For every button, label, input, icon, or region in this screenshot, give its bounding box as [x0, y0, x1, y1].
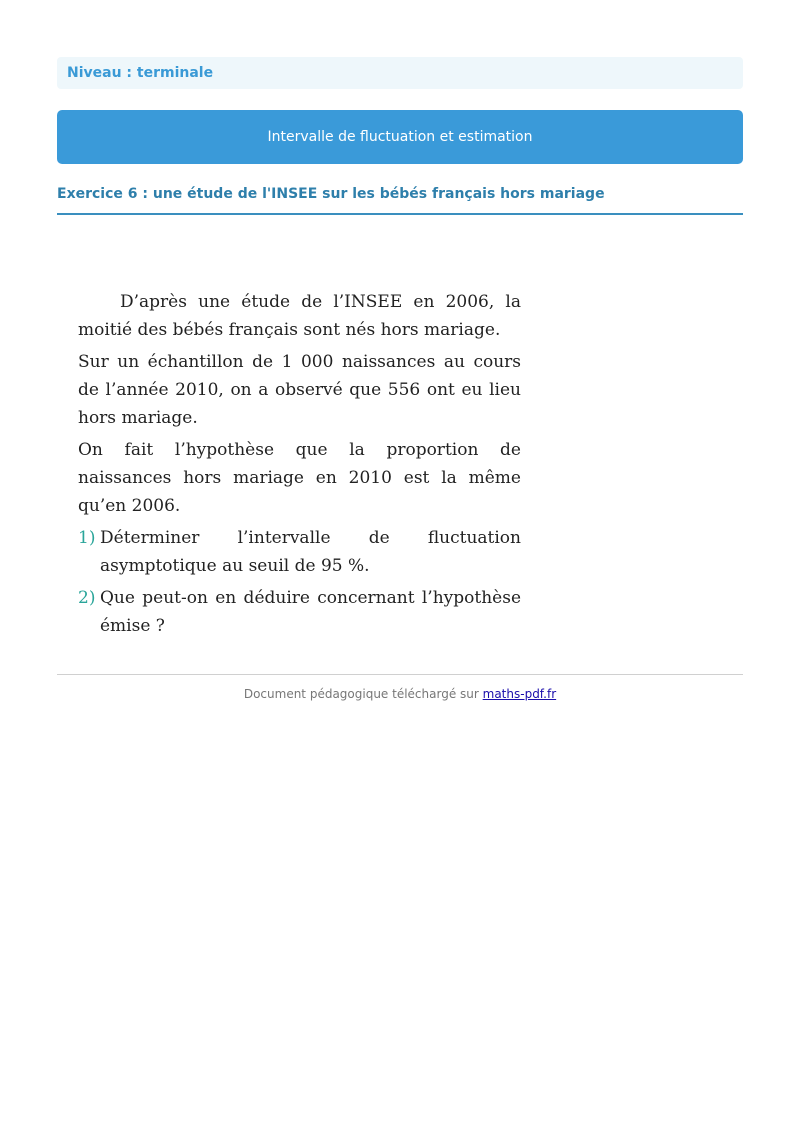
question-number: 2)	[78, 588, 96, 608]
exercise-title: Exercice 6 : une étude de l'INSEE sur les bébés français hors mariage	[57, 186, 743, 215]
question-text: Déterminer l’intervalle de fluctuation asymptotique au seuil de 95 %.	[100, 528, 521, 576]
level-label: Niveau : terminale	[57, 57, 743, 89]
question-2	[78, 584, 521, 640]
exercise-paragraph: D’après une étude de l’INSEE en 2006, la moitié des bébés français sont nés hors mariage.	[78, 292, 521, 340]
question-text: Que peut-on en déduire concernant l’hypothèse émise ?	[100, 588, 521, 636]
footer-divider	[57, 674, 743, 675]
exercise-paragraph: On fait l’hypothèse que la proportion de naissances hors mariage en 2010 est la même qu’en 2006.	[78, 440, 521, 516]
question-number: 1)	[78, 528, 96, 548]
chapter-banner: Intervalle de fluctuation et estimation	[57, 110, 743, 164]
question-1	[78, 524, 521, 580]
exercise-content	[78, 288, 521, 644]
footer-text: Document pédagogique téléchargé sur	[243, 687, 483, 701]
footer-link[interactable]: maths-pdf.fr	[482, 687, 557, 701]
exercise-paragraph: Sur un échantillon de 1 000 naissances au cours de l’année 2010, on a observé que 556 ont eu lieu hors mariage.	[78, 352, 521, 428]
footer	[57, 687, 743, 701]
